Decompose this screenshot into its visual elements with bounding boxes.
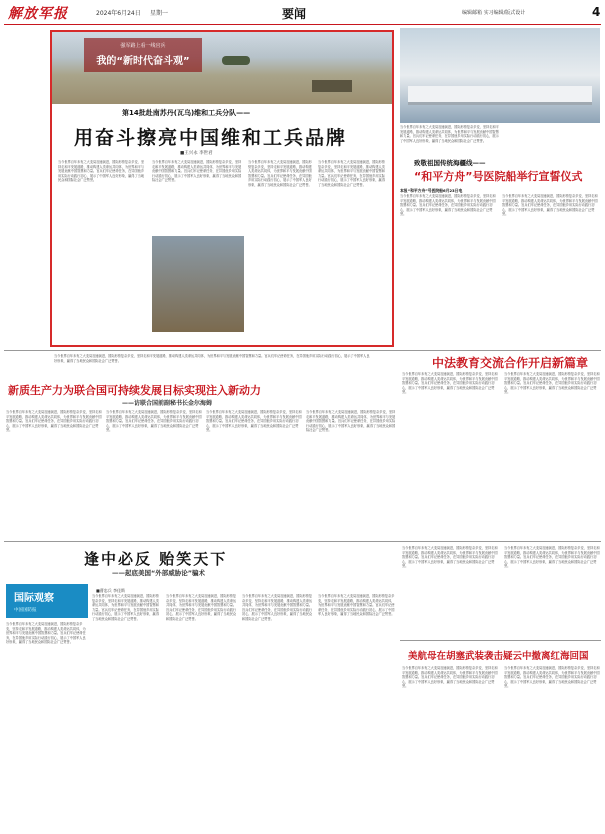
feature-col-1: 当今世界百年未有之大变局加速演进，国际形势复杂多变，坚持走和平发展道路，推动构建人类命运共同体，为世界和平与发展贡献中国智慧和力量。官兵们牢记使命任务，在异国他乡用实际行动践行初心，展示了中国军人良好形象，赢得了当地民众和国际社会广泛赞誉。	[58, 160, 145, 183]
right-top-kicker: 致敬祖国传统海疆线——	[414, 159, 486, 167]
banner-label: 强军路上看一线官兵	[120, 43, 166, 49]
intl-box	[6, 584, 88, 618]
mid-left-col-1: 当今世界百年未有之大变局加速演进，国际形势复杂多变，坚持走和平发展道路，推动构建人类命运共同体，为世界和平与发展贡献中国智慧和力量。官兵们牢记使命任务，在异国他乡用实际行动践行初心，展示了中国军人良好形象，赢得了当地民众和国际社会广泛赞誉。	[6, 410, 102, 433]
feature-inset-photo	[152, 236, 244, 332]
feature-col-3: 当今世界百年未有之大变局加速演进，国际形势复杂多变，坚持走和平发展道路，推动构建人类命运共同体，为世界和平与发展贡献中国智慧和力量。官兵们牢记使命任务，在异国他乡用实际行动践行初心，展示了中国军人良好形象，赢得了当地民众和国际社会广泛赞誉。	[248, 160, 312, 187]
masthead-rule	[4, 24, 601, 25]
feature-col-4: 当今世界百年未有之大变局加速演进，国际形势复杂多变，坚持走和平发展道路，推动构建人类命运共同体，为世界和平与发展贡献中国智慧和力量。官兵们牢记使命任务，在异国他乡用实际行动践行初心，展示了中国军人良好形象，赢得了当地民众和国际社会广泛赞誉。	[318, 160, 385, 187]
feature-subtitle: 第14批赴南苏丹(瓦乌)维和工兵分队——	[122, 109, 251, 117]
bottom-right-col-2: 当今世界百年未有之大变局加速演进，国际形势复杂多变，坚持走和平发展道路，推动构建人类命运共同体，为世界和平与发展贡献中国智慧和力量。官兵们牢记使命任务，在异国他乡用实际行动践行初心，展示了中国军人良好形象，赢得了当地民众和国际社会广泛赞誉。	[504, 666, 600, 689]
lower-left-subtitle: ——起底美国“外部威胁论”骗术	[112, 569, 206, 577]
bottom-right-col-1: 当今世界百年未有之大变局加速演进，国际形势复杂多变，坚持走和平发展道路，推动构建人类命运共同体，为世界和平与发展贡献中国智慧和力量。官兵们牢记使命任务，在异国他乡用实际行动践行初心，展示了中国军人良好形象，赢得了当地民众和国际社会广泛赞誉。	[402, 666, 498, 689]
section-name: 要闻	[282, 7, 307, 21]
lower-col-1: 当今世界百年未有之大变局加速演进，国际形势复杂多变，坚持走和平发展道路，推动构建人类命运共同体，为世界和平与发展贡献中国智慧和力量。官兵们牢记使命任务，在异国他乡用实际行动践行初心，展示了中国军人良好形象，赢得了当地民众和国际社会广泛赞誉。	[6, 622, 86, 645]
right-top-col-1: 当今世界百年未有之大变局加速演进，国际形势复杂多变，坚持走和平发展道路，推动构建人类命运共同体，为世界和平与发展贡献中国智慧和力量。官兵们牢记使命任务，在异国他乡用实际行动践行初心，展示了中国军人良好形象，赢得了当地民众和国际社会广泛赞誉。	[400, 194, 496, 217]
feature-photo	[52, 32, 392, 104]
paper-name: 解放军报	[8, 6, 68, 22]
lower-col-3: 当今世界百年未有之大变局加速演进，国际形势复杂多变，坚持走和平发展道路，推动构建人类命运共同体，为世界和平与发展贡献中国智慧和力量。官兵们牢记使命任务，在异国他乡用实际行动践行初心，展示了中国军人良好形象，赢得了当地民众和国际社会广泛赞誉。	[166, 594, 237, 621]
lower-col-5: 当今世界百年未有之大变局加速演进，国际形势复杂多变，坚持走和平发展道路，推动构建人类命运共同体，为世界和平与发展贡献中国智慧和力量。官兵们牢记使命任务，在异国他乡用实际行动践行初心，展示了中国军人良好形象，赢得了当地民众和国际社会广泛赞誉。	[318, 594, 395, 617]
right-top-lede: 本报“和平方舟”号医院船6月23日电	[400, 188, 463, 193]
right-top-col-a: 当今世界百年未有之大变局加速演进，国际形势复杂多变，坚持走和平发展道路，推动构建人类命运共同体，为世界和平与发展贡献中国智慧和力量。官兵们牢记使命任务，在异国他乡用实际行动践行初心，展示了中国军人良好形象，赢得了当地民众和国际社会广泛赞誉。	[400, 125, 499, 143]
mid-left-col-2: 当今世界百年未有之大变局加速演进，国际形势复杂多变，坚持走和平发展道路，推动构建人类命运共同体，为世界和平与发展贡献中国智慧和力量。官兵们牢记使命任务，在异国他乡用实际行动践行初心，展示了中国军人良好形象，赢得了当地民众和国际社会广泛赞誉。	[106, 410, 202, 433]
vehicle-shape	[312, 80, 352, 92]
banner-title: 我的“新时代奋斗观”	[96, 56, 190, 67]
mid-left-headline: 新质生产力为联合国可持续发展目标实现注入新动力	[8, 384, 261, 397]
intl-box-title: 国际观察	[14, 593, 54, 604]
right-lower-col-2: 当今世界百年未有之大变局加速演进，国际形势复杂多变，坚持走和平发展道路，推动构建人类命运共同体，为世界和平与发展贡献中国智慧和力量。官兵们牢记使命任务，在异国他乡用实际行动践行初心，展示了中国军人良好形象，赢得了当地民众和国际社会广泛赞誉。	[504, 546, 600, 569]
right-lower-col-1: 当今世界百年未有之大变局加速演进，国际形势复杂多变，坚持走和平发展道路，推动构建人类命运共同体，为世界和平与发展贡献中国智慧和力量。官兵们牢记使命任务，在异国他乡用实际行动践行初心，展示了中国军人良好形象，赢得了当地民众和国际社会广泛赞誉。	[402, 546, 498, 569]
right-top-col-2: 当今世界百年未有之大变局加速演进，国际形势复杂多变，坚持走和平发展道路，推动构建人类命运共同体，为世界和平与发展贡献中国智慧和力量。官兵们牢记使命任务，在异国他乡用实际行动践行初心，展示了中国军人良好形象，赢得了当地民众和国际社会广泛赞誉。	[502, 194, 598, 217]
mid-left-col-3: 当今世界百年未有之大变局加速演进，国际形势复杂多变，坚持走和平发展道路，推动构建人类命运共同体，为世界和平与发展贡献中国智慧和力量。官兵们牢记使命任务，在异国他乡用实际行动践行初心，展示了中国军人良好形象，赢得了当地民众和国际社会广泛赞誉。	[206, 410, 302, 433]
rule-2	[4, 541, 601, 542]
mid-left-subtitle: ——访联合国前副秘书长金尔海姆	[122, 400, 213, 407]
lower-left-headline: 逢中必反 贻笑天下	[84, 550, 228, 568]
ship-photo	[400, 28, 600, 123]
ship-hull	[408, 86, 592, 105]
mid-left-col-4: 当今世界百年未有之大变局加速演进，国际形势复杂多变，坚持走和平发展道路，推动构建人类命运共同体，为世界和平与发展贡献中国智慧和力量。官兵们牢记使命任务，在异国他乡用实际行动践行初心，展示了中国军人良好形象，赢得了当地民众和国际社会广泛赞誉。	[306, 410, 396, 433]
center-right-col-1: 当今世界百年未有之大变局加速演进，国际形势复杂多变，坚持走和平发展道路，推动构建人类命运共同体，为世界和平与发展贡献中国智慧和力量。官兵们牢记使命任务，在异国他乡用实际行动践行初心，展示了中国军人良好形象，赢得了当地民众和国际社会广泛赞誉。	[402, 372, 498, 395]
intl-box-sub: 中国国防报	[14, 608, 37, 613]
feature-byline: ■王兴永 李世君	[180, 151, 213, 156]
rule-3	[400, 640, 601, 641]
right-top-article	[400, 28, 600, 348]
center-right-headline: 中法教育交流合作开启新篇章	[432, 356, 589, 370]
banner-box	[84, 38, 202, 72]
masthead	[0, 0, 605, 24]
lower-col-4: 当今世界百年未有之大变局加速演进，国际形势复杂多变，坚持走和平发展道路，推动构建人类命运共同体，为世界和平与发展贡献中国智慧和力量。官兵们牢记使命任务，在异国他乡用实际行动践行初心，展示了中国军人良好形象，赢得了当地民众和国际社会广泛赞誉。	[242, 594, 313, 621]
feature-col-2: 当今世界百年未有之大变局加速演进，国际形势复杂多变，坚持走和平发展道路，推动构建人类命运共同体，为世界和平与发展贡献中国智慧和力量。官兵们牢记使命任务，在异国他乡用实际行动践行初心，展示了中国军人良好形象，赢得了当地民众和国际社会广泛赞誉。	[152, 160, 242, 183]
helicopter-shape	[222, 56, 250, 65]
feature-headline: 用奋斗擦亮中国维和工兵品牌	[74, 127, 348, 149]
bottom-right-headline: 美航母在胡塞武装袭击疑云中撤离红海回国	[408, 651, 589, 662]
issue-weekday: 星期一	[150, 10, 169, 17]
mid-left-top-text: 当今世界百年未有之大变局加速演进，国际形势复杂多变，坚持走和平发展道路，推动构建人类命运共同体，为世界和平与发展贡献中国智慧和力量。官兵们牢记使命任务，在异国他乡用实际行动践行初心，展示了中国军人良好形象，赢得了当地民众和国际社会广泛赞誉。	[54, 354, 370, 363]
intl-author: ■曹忠兵 李佳斯	[96, 588, 126, 593]
page-number: 4	[592, 5, 601, 19]
lower-col-2: 当今世界百年未有之大变局加速演进，国际形势复杂多变，坚持走和平发展道路，推动构建人类命运共同体，为世界和平与发展贡献中国智慧和力量。官兵们牢记使命任务，在异国他乡用实际行动践行初心，展示了中国军人良好形象，赢得了当地民众和国际社会广泛赞誉。	[92, 594, 159, 621]
rule-1	[4, 350, 601, 351]
right-top-headline: “和平方舟”号医院船举行宣誓仪式	[414, 170, 583, 183]
feature-box	[50, 30, 394, 347]
issue-date: 2024年6月24日	[96, 10, 141, 17]
center-right-col-2: 当今世界百年未有之大变局加速演进，国际形势复杂多变，坚持走和平发展道路，推动构建人类命运共同体，为世界和平与发展贡献中国智慧和力量。官兵们牢记使命任务，在异国他乡用实际行动践行初心，展示了中国军人良好形象，赢得了当地民众和国际社会广泛赞誉。	[504, 372, 600, 395]
editor-labels: 编辑邮箱 实习编辑/版式设计	[462, 10, 526, 16]
